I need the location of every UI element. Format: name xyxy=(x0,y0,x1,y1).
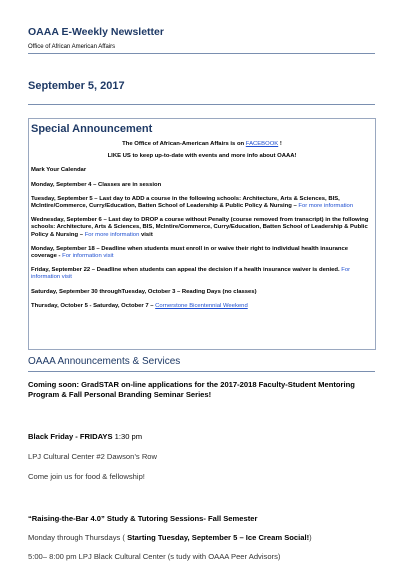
calendar-item-sep5-text: Tuesday, September 5 – Last day to ADD a course in the following schools: Architecture, Arts & Sciences, BIS, McIntire/Commerce, Curry/Education, Batten School of Leadership & Public Policy & Nursing – xyxy=(31,195,340,210)
newsletter-subtitle: Office of African American Affairs xyxy=(28,44,116,50)
sep5-info-link[interactable]: For more information xyxy=(298,203,354,210)
black-friday-time: 1:30 pm xyxy=(112,432,143,441)
calendar-item-sep18 xyxy=(31,246,373,260)
black-friday-label: Black Friday - FRIDAYS xyxy=(28,432,113,441)
black-friday-line xyxy=(28,432,142,441)
calendar-item-sep4: Monday, September 4 – Classes are in session xyxy=(31,181,162,188)
study-schedule-start: Starting Tuesday, September 5 – Ice Cream Social! xyxy=(127,533,310,542)
calendar-item-sep6-text: Wednesday, September 6 – Last day to DROP a course without Penalty (course removed from transcript) in the following schools: Architecture, Arts & Sciences, BIS, McIntire/Commerce, Curry/Education, Batten School of Leadership & Public Policy & Nursing – xyxy=(31,217,369,238)
facebook-link[interactable]: FACEBOOK xyxy=(245,141,279,147)
issue-date: September 5, 2017 xyxy=(28,80,125,92)
announcements-title: OAAA Announcements & Services xyxy=(28,356,181,367)
date-divider xyxy=(28,104,375,105)
black-friday-location: LPJ Cultural Center #2 Dawson’s Row xyxy=(28,452,158,461)
like-us-line: LIKE US to keep up-to-date with events and more info about OAAA! xyxy=(107,153,297,160)
black-friday-invite: Come join us for food & fellowship! xyxy=(28,472,145,481)
study-schedule-end: ) xyxy=(309,533,312,542)
calendar-item-sep18-text: Monday, September 18 – Deadline when students must enroll in or waive their right to individual health insurance coverage - xyxy=(31,245,349,260)
announcements-divider xyxy=(28,371,375,372)
special-announcement-box xyxy=(28,118,376,350)
gradstar-coming-soon: Coming soon: GradSTAR on-line applications for the 2017-2018 Faculty-Student Mentoring Program & Fall Personal Branding Seminar Series! xyxy=(28,380,355,399)
calendar-item-sep5 xyxy=(31,196,373,210)
calendar-item-sep22 xyxy=(31,267,373,281)
calendar-item-sep22-text: Friday, September 22 – Deadline when students can appeal the decision if a health insurance waiver is denied. xyxy=(31,267,342,274)
calendar-heading: Mark Your Calendar xyxy=(31,167,87,174)
facebook-line xyxy=(31,141,373,148)
study-session-time: 5:00– 8:00 pm LPJ Black Cultural Center (s tudy with OAAA Peer Advisors) xyxy=(28,552,281,561)
calendar-item-sep30: Saturday, September 30 throughTuesday, October 3 – Reading Days (no classes) xyxy=(31,288,257,295)
sep18-info-link[interactable]: For information visit xyxy=(62,253,114,260)
study-schedule-days: Monday through Thursdays ( xyxy=(28,533,128,542)
raising-the-bar-title: “Raising-the-Bar 4.0” Study & Tutoring Sessions- Fall Semester xyxy=(28,514,258,523)
facebook-line-text: The Office of African-American Affairs is on xyxy=(122,141,246,147)
sep6-info-link[interactable]: For more information xyxy=(84,231,140,238)
cornerstone-link[interactable]: Cornerstone Bicentennial Weekend xyxy=(155,302,248,309)
calendar-item-sep6 xyxy=(31,217,373,239)
newsletter-title: OAAA E-Weekly Newsletter xyxy=(28,26,164,38)
header-divider xyxy=(28,53,375,54)
sep22-info-link[interactable]: For information visit xyxy=(31,267,351,281)
study-schedule-line xyxy=(28,533,312,542)
calendar-item-oct5 xyxy=(31,303,373,310)
special-announcement-title: Special Announcement xyxy=(31,123,153,135)
calendar-item-sep6-visit: visit xyxy=(139,231,153,238)
calendar-item-oct5-text: Thursday, October 5 - Saturday, October 7 – xyxy=(31,302,156,309)
facebook-line-end: ! xyxy=(278,141,282,147)
